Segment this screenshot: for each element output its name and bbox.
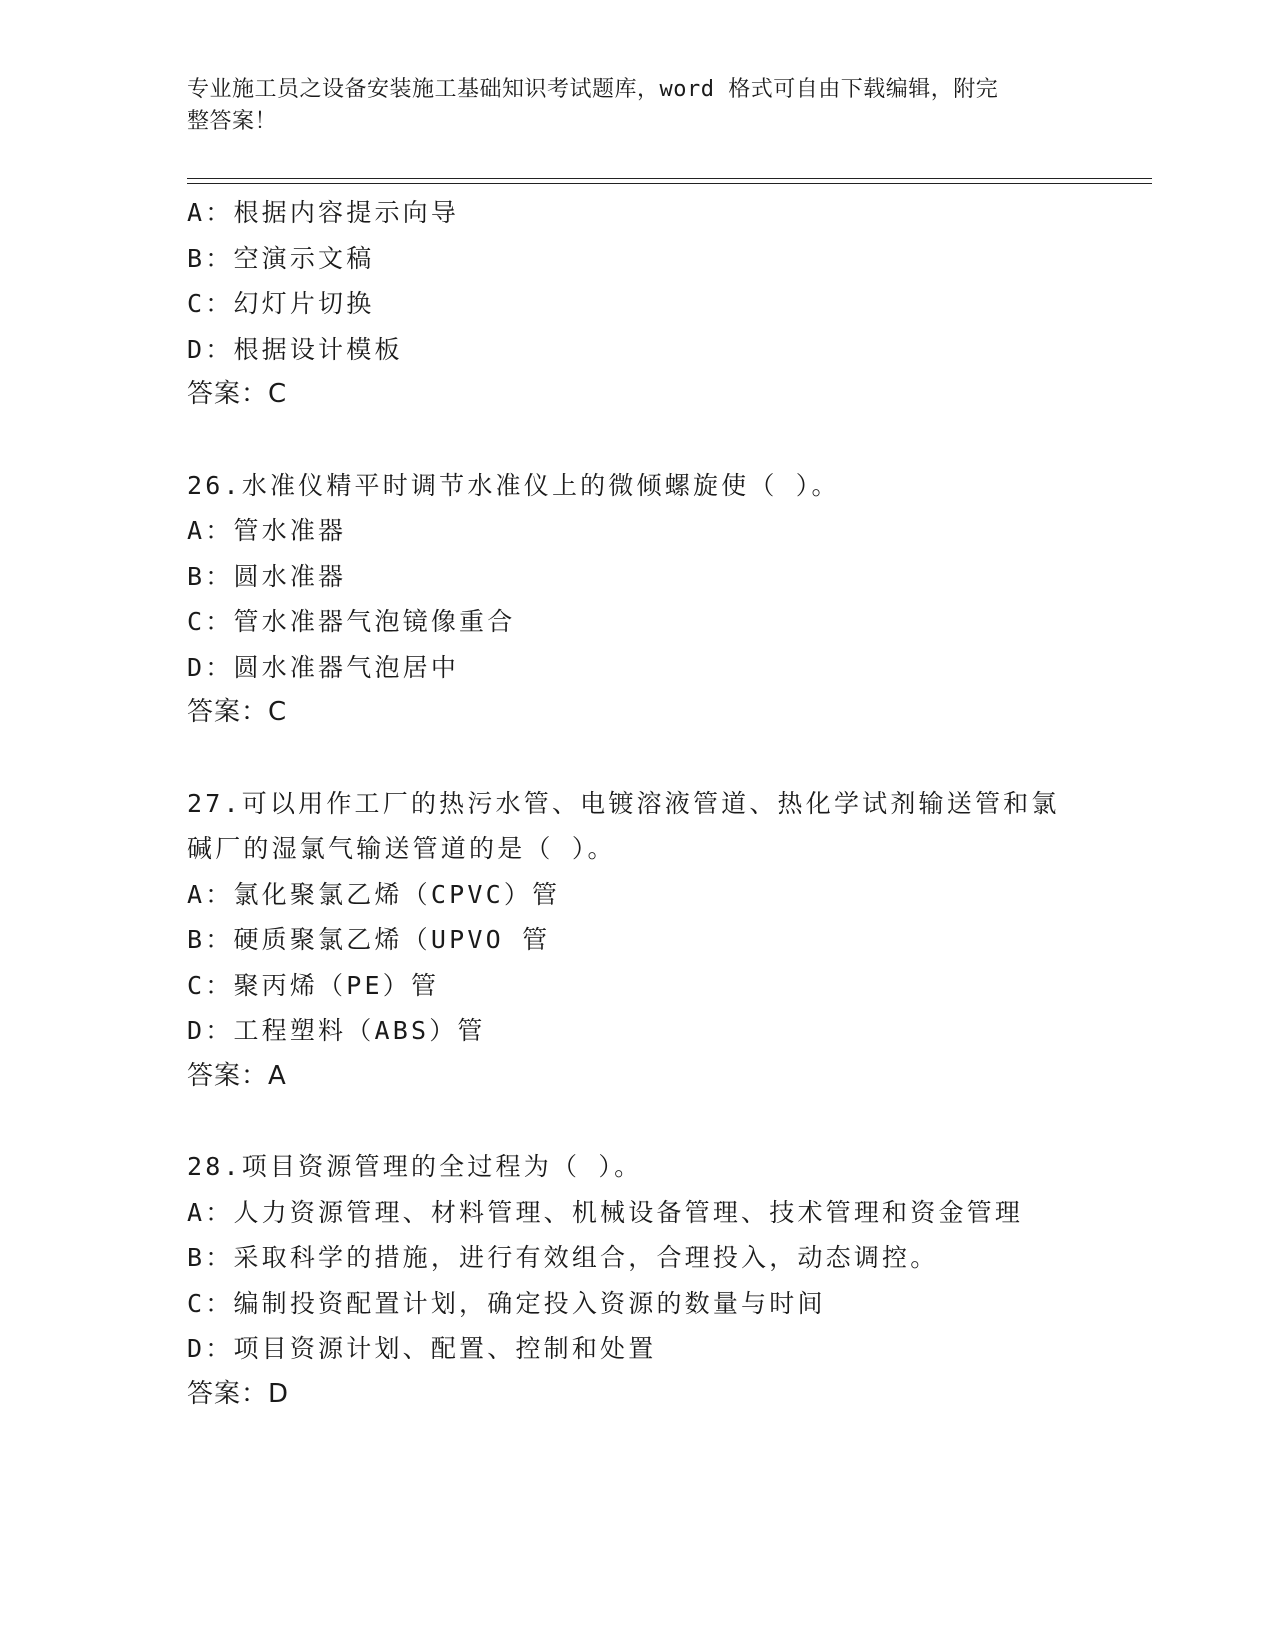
question-block-28 [187, 1144, 1087, 1417]
question-stem: 28.项目资源管理的全过程为（ ）。 [187, 1152, 643, 1181]
document-header [187, 74, 1067, 138]
spacer [187, 736, 1087, 781]
option-d: D：项目资源计划、配置、控制和处置 [187, 1334, 657, 1363]
question-list [187, 190, 1087, 1417]
option-b: B：采取科学的措施，进行有效组合，合理投入，动态调控。 [187, 1243, 939, 1272]
option-a: A：人力资源管理、材料管理、机械设备管理、技术管理和资金管理 [187, 1197, 1024, 1227]
header-title-line-2: 整答案！ [187, 109, 278, 134]
option-b: B：硬质聚氯乙烯（UPVO 管 [187, 925, 551, 954]
answer-line: 答案：A [187, 1060, 287, 1091]
option-c: C：管水准器气泡镜像重合 [187, 607, 516, 636]
spacer [187, 418, 1087, 463]
option-d: D：根据设计模板 [187, 334, 403, 364]
question-block-26 [187, 463, 1087, 736]
option-a: A：根据内容提示向导 [187, 198, 460, 227]
option-a: A：氯化聚氯乙烯（CPVC）管 [187, 879, 561, 909]
answer-line: 答案：C [187, 379, 288, 409]
option-b: B：空演示文稿 [187, 243, 375, 273]
option-c: C：幻灯片切换 [187, 289, 375, 318]
answer-line: 答案：C [187, 697, 288, 727]
answer-line: 答案：D [187, 1378, 290, 1409]
question-stem-line-1: 27.可以用作工厂的热污水管、电镀溶液管道、热化学试剂输送管和氯 [187, 788, 1060, 818]
option-c: C：编制投资配置计划，确定投入资源的数量与时间 [187, 1288, 826, 1318]
header-divider-bottom [187, 183, 1152, 184]
question-stem: 26.水准仪精平时调节水准仪上的微倾螺旋使（ ）。 [187, 470, 840, 500]
header-title-line-1: 专业施工员之设备安装施工基础知识考试题库，word 格式可自由下载编辑，附完 [187, 77, 999, 102]
option-c: C：聚丙烯（PE）管 [187, 970, 440, 1000]
spacer [187, 1099, 1087, 1144]
option-a: A：管水准器 [187, 516, 347, 545]
option-d: D：工程塑料（ABS）管 [187, 1016, 486, 1045]
question-block-27 [187, 781, 1087, 1100]
option-d: D：圆水准器气泡居中 [187, 652, 460, 682]
option-b: B：圆水准器 [187, 561, 347, 591]
question-stem-line-2: 碱厂的湿氯气输送管道的是（ ）。 [187, 834, 616, 863]
header-divider-top [187, 178, 1152, 179]
question-block-prev [187, 190, 1087, 418]
